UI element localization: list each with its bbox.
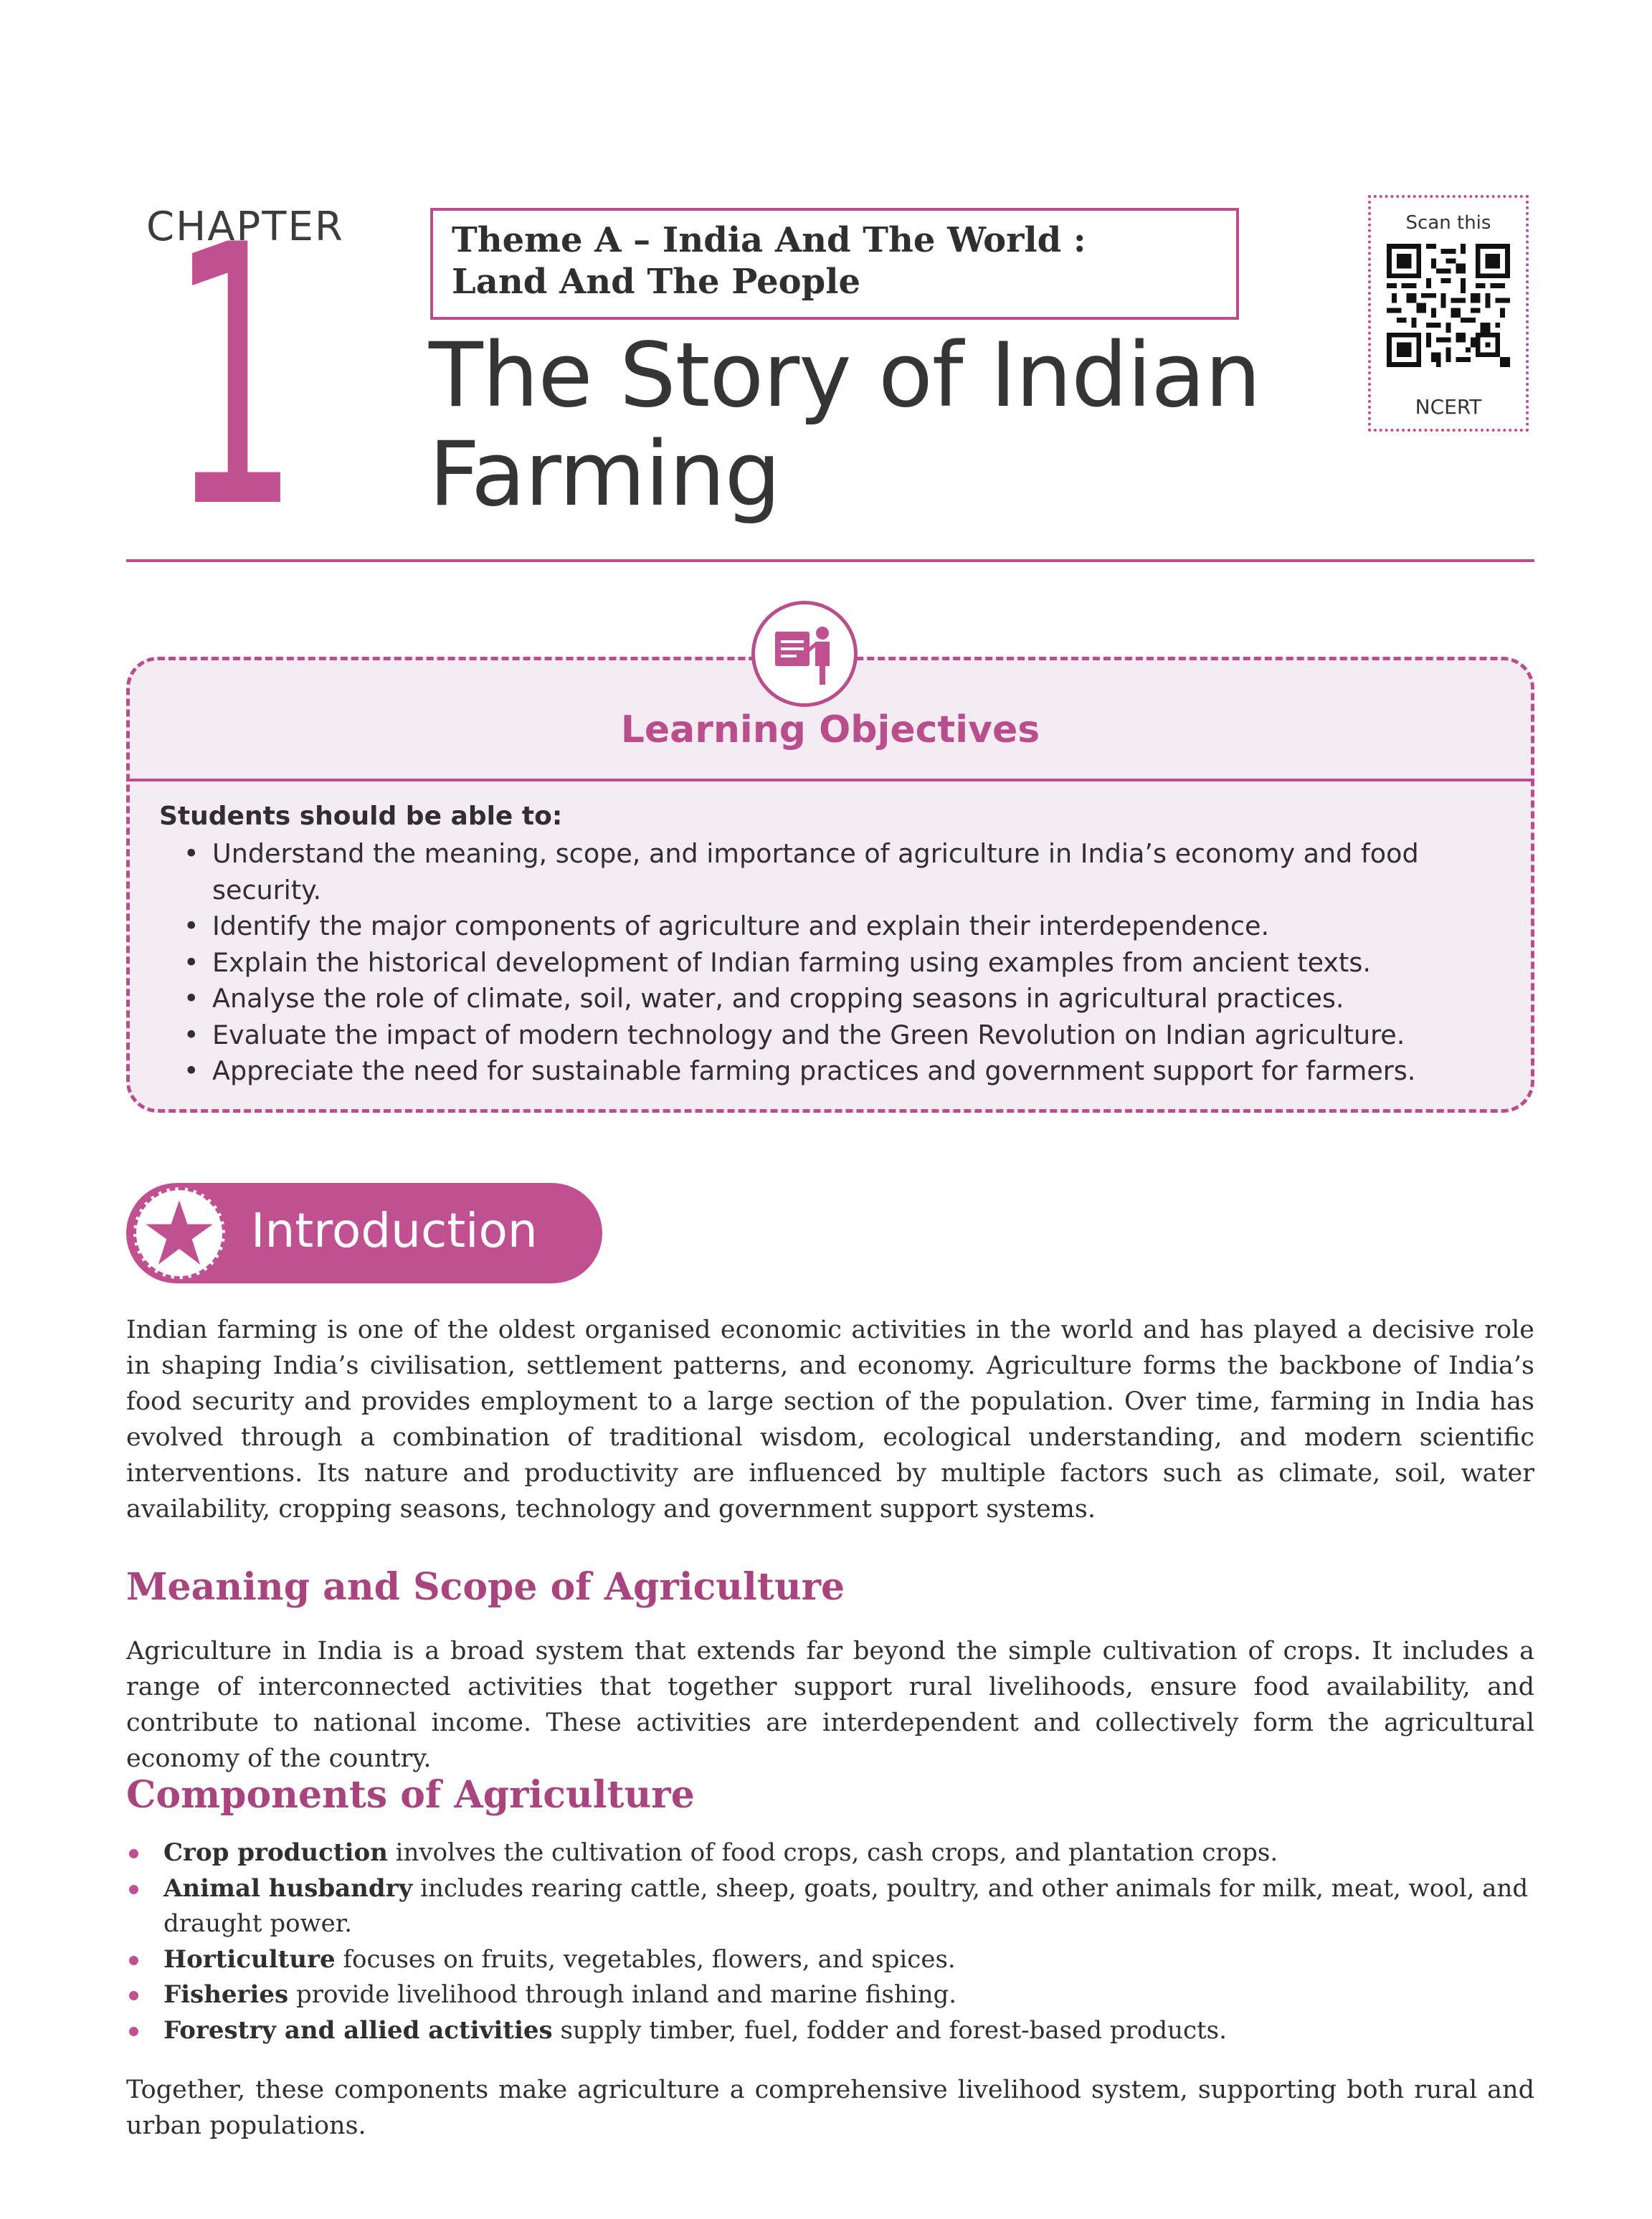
theme-box xyxy=(430,208,1239,320)
learning-objectives-title: Learning Objectives xyxy=(620,708,1040,751)
component-text: includes rearing cattle, sheep, goats, poultry, and other animals for milk, meat, wool, and draught power. xyxy=(163,1873,1529,1938)
objective-item: • Explain the historical development of Indian farming using examples from ancient texts. xyxy=(181,945,1500,982)
star-icon xyxy=(133,1187,225,1279)
meaning-scope-paragraph: Agriculture in India is a broad system that extends far beyond the simple cultivation of crops. It includes a range of interconnected activities that together support rural livelihoods, ensure food availability, and contribute to national income. These activities are interdependent and collectively form the agricultural economy of the country. xyxy=(126,1637,1534,1773)
qr-caption-top: Scan this xyxy=(1405,212,1491,234)
teacher-board-icon xyxy=(751,601,858,707)
component-term: Fisheries xyxy=(163,1980,289,2009)
chapter-title-line-1: The Story of Indian xyxy=(429,324,1261,427)
chapter-number-text: 1 xyxy=(170,237,299,509)
component-text: focuses on fruits, vegetables, flowers, and spices. xyxy=(335,1944,956,1974)
objective-item: • Analyse the role of climate, soil, water, and cropping seasons in agricultural practices. xyxy=(181,981,1500,1017)
component-item xyxy=(126,1977,1534,2013)
component-item xyxy=(126,1942,1534,1978)
meaning-scope-heading: Meaning and Scope of Agriculture xyxy=(126,1565,845,1609)
chapter-title-line-2: Farming xyxy=(429,423,781,526)
objective-item: • Understand the meaning, scope, and importance of agriculture in India’s economy and food security. xyxy=(181,836,1500,908)
objective-item: • Identify the major components of agriculture and explain their interdependence. xyxy=(181,908,1500,945)
qr-code-icon[interactable] xyxy=(1387,244,1510,367)
component-term: Forestry and allied activities xyxy=(163,2015,553,2045)
components-heading: Components of Agriculture xyxy=(126,1773,695,1817)
component-term: Horticulture xyxy=(163,1944,336,1974)
objective-item: • Evaluate the impact of modern technology and the Green Revolution on Indian agriculture. xyxy=(181,1017,1500,1054)
component-term: Animal husbandry xyxy=(163,1873,413,1903)
components-closing-paragraph: Together, these components make agriculture a comprehensive livelihood system, supporting both rural and urban populations. xyxy=(126,2076,1534,2140)
learning-objectives-list xyxy=(181,836,1500,1090)
component-text: involves the cultivation of food crops, cash crops, and plantation crops. xyxy=(387,1838,1278,1867)
chapter-title xyxy=(429,326,1325,524)
theme-line-1: Theme A – India And The World : xyxy=(452,220,1086,260)
header-divider xyxy=(126,559,1534,562)
qr-caption-bottom: NCERT xyxy=(1415,395,1482,419)
component-term: Crop production xyxy=(163,1838,388,1867)
learning-objectives-intro: Students should be able to: xyxy=(159,802,563,831)
component-text: supply timber, fuel, fodder and forest-based products. xyxy=(552,2015,1227,2045)
chapter-number xyxy=(166,237,303,509)
introduction-paragraph: Indian farming is one of the oldest organised economic activities in the world and has played a decisive role in shaping India’s civilisation, settlement patterns, and economy. Agriculture forms the backbone of India’s food security and provides employment to a large section of the population. Over time, farming in India has evolved through a combination of traditional wisdom, ecological understanding, and modern scientific interventions. Its nature and productivity are influenced by multiple factors such as climate, soil, water availability, cropping seasons, technology and government support systems. xyxy=(126,1316,1534,1524)
component-item xyxy=(126,1835,1534,1871)
qr-panel[interactable] xyxy=(1368,195,1529,432)
components-list xyxy=(126,1835,1534,2048)
chapter-label: CHAPTER xyxy=(146,204,344,250)
theme-line-2: Land And The People xyxy=(452,262,860,302)
component-item xyxy=(126,2013,1534,2049)
learning-objectives-divider xyxy=(126,779,1534,781)
introduction-title: Introduction xyxy=(251,1203,538,1258)
component-item xyxy=(126,1871,1534,1942)
objective-item: • Appreciate the need for sustainable farming practices and government support for farmers. xyxy=(181,1053,1500,1090)
component-text: provide livelihood through inland and marine fishing. xyxy=(288,1980,957,2009)
